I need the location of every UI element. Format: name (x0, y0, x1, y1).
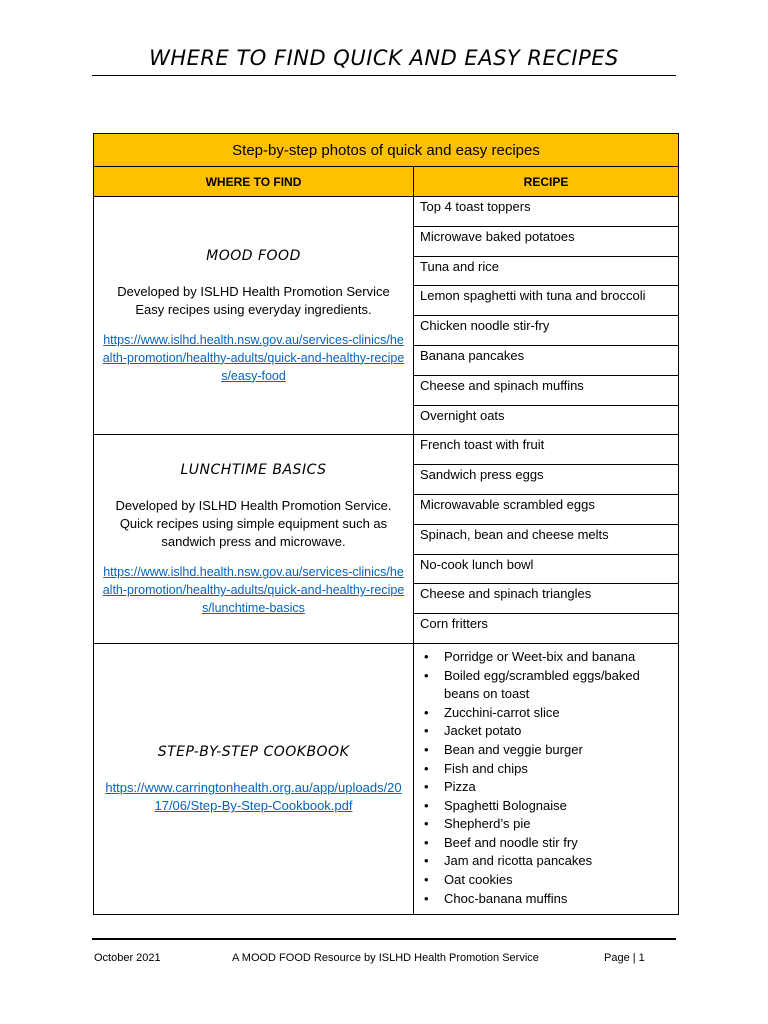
list-item: • Zucchini-carrot slice (418, 704, 672, 723)
source-link[interactable]: https://www.carringtonhealth.org.au/app/uploads/2017/06/Step-By-Step-Cookbook.pdf (105, 780, 402, 814)
footer-page-number: Page | 1 (604, 952, 645, 964)
recipes-table (93, 133, 679, 915)
source-link[interactable]: https://www.islhd.health.nsw.gov.au/services-clinics/health-promotion/healthy-adults/quick-and-healthy-recipes/easy-food (102, 332, 405, 383)
source-description: Developed by ISLHD Health Promotion Service (117, 283, 390, 299)
source-link[interactable]: https://www.islhd.health.nsw.gov.au/services-clinics/health-promotion/healthy-adults/quick-and-healthy-recipes/lunchtime-basics (102, 565, 405, 616)
recipe-item: Cheese and spinach muffins (414, 375, 679, 405)
list-item: • Choc-banana muffins (418, 890, 672, 909)
list-item: • Porridge or Weet-bix and banana (418, 648, 672, 667)
header-where-to-find: WHERE TO FIND (94, 167, 414, 197)
recipe-item: Tuna and rice (414, 256, 679, 286)
recipe-item: Chicken noodle stir-fry (414, 316, 679, 346)
recipe-item: Corn fritters (414, 614, 679, 644)
list-item: • Pizza (418, 778, 672, 797)
table-header-row (94, 167, 679, 197)
footer-divider (92, 938, 676, 940)
table-row (94, 197, 679, 227)
list-item: • Oat cookies (418, 871, 672, 890)
title-divider (92, 75, 676, 76)
table-row (94, 435, 679, 465)
list-item: • Spaghetti Bolognaise (418, 797, 672, 816)
list-item: • Shepherd’s pie (418, 815, 672, 834)
recipe-bullet-list-cell (414, 643, 679, 914)
source-name: STEP-BY-STEP COOKBOOK (157, 744, 350, 761)
recipe-item: Top 4 toast toppers (414, 197, 679, 227)
recipe-item: Microwave baked potatoes (414, 226, 679, 256)
source-step-by-step-cookbook (94, 643, 414, 914)
source-name: LUNCHTIME BASICS (180, 462, 327, 479)
list-item: • Boiled egg/scrambled eggs/baked beans on toast (418, 667, 672, 704)
recipe-item: Overnight oats (414, 405, 679, 435)
page-title: WHERE TO FIND QUICK AND EASY RECIPES (149, 46, 619, 70)
recipe-item: Lemon spaghetti with tuna and broccoli (414, 286, 679, 316)
list-item: • Jacket potato (418, 722, 672, 741)
recipe-item: French toast with fruit (414, 435, 679, 465)
recipe-item: Microwavable scrambled eggs (414, 494, 679, 524)
source-lunchtime-basics (94, 435, 414, 644)
recipe-item: No-cook lunch bowl (414, 554, 679, 584)
recipe-item: Sandwich press eggs (414, 465, 679, 495)
source-description: Easy recipes using everyday ingredients. (135, 301, 372, 317)
table-caption-row (94, 134, 679, 167)
source-name: MOOD FOOD (206, 247, 301, 264)
source-description: Developed by ISLHD Health Promotion Service. Quick recipes using simple equipment such as sandwich press and microwave. (115, 498, 392, 550)
recipe-item: Spinach, bean and cheese melts (414, 524, 679, 554)
header-recipe: RECIPE (414, 167, 679, 197)
recipe-item: Banana pancakes (414, 345, 679, 375)
list-item: • Bean and veggie burger (418, 741, 672, 760)
footer-date: October 2021 (94, 952, 161, 964)
list-item: • Fish and chips (418, 760, 672, 779)
source-mood-food (94, 197, 414, 435)
list-item: • Jam and ricotta pancakes (418, 852, 672, 871)
table-caption: Step-by-step photos of quick and easy recipes (94, 134, 679, 167)
footer-resource-credit: A MOOD FOOD Resource by ISLHD Health Promotion Service (232, 952, 539, 964)
recipe-bullet-list (418, 648, 672, 908)
recipe-item: Cheese and spinach triangles (414, 584, 679, 614)
list-item: • Beef and noodle stir fry (418, 834, 672, 853)
table-row (94, 643, 679, 914)
